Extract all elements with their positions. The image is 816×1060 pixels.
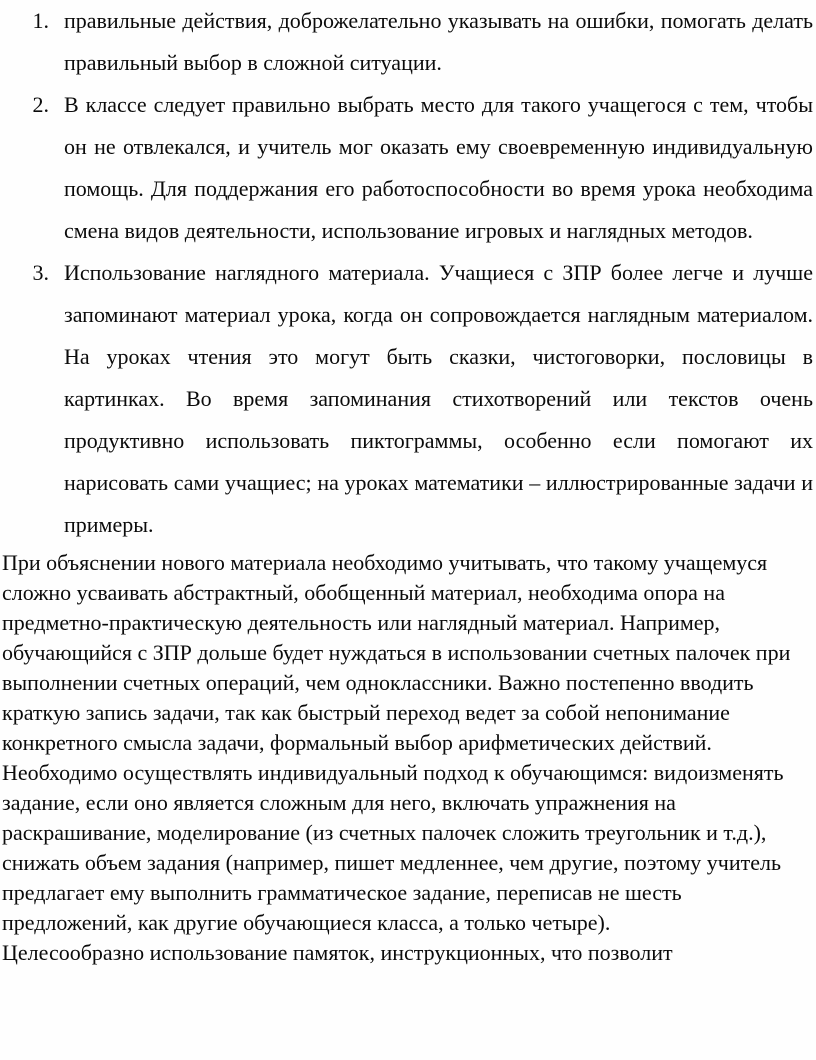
list-item-text: Использование наглядного материала. Учащиеся с ЗПР более легче и лучше запоминают материал урока, когда он сопровождается наглядным материалом. На уроках чтения это могут быть сказки, чистоговорки, пословицы в картинках. Во время запоминания стихотворений или текстов очень продуктивно использовать пиктограммы, особенно если помогают их нарисовать сами учащиес; на уроках математики – иллюстрированные задачи и примеры. xyxy=(64,260,813,537)
list-item xyxy=(0,252,816,546)
paragraph: Целесообразно использование памяток, инструкционных, что позволит xyxy=(2,940,673,965)
list-item-number: 1. xyxy=(32,8,49,33)
list-item-number: 3. xyxy=(32,260,49,285)
list-item xyxy=(0,84,816,252)
body-paragraphs xyxy=(0,546,816,968)
list-item xyxy=(0,0,816,84)
list-item-text: правильные действия, доброжелательно указывать на ошибки, помогать делать правильный выбор в сложной ситуации. xyxy=(64,8,813,75)
list-item-text: В классе следует правильно выбрать место для такого учащегося с тем, чтобы он не отвлекался, и учитель мог оказать ему своевременную индивидуальную помощь. Для поддержания его работоспособности во время урока необходима смена видов деятельности, использование игровых и наглядных методов. xyxy=(64,92,813,243)
paragraph: При объяснении нового материала необходимо учитывать, что такому учащемуся сложно усваивать абстрактный, обобщенный материал, необходима опора на предметно-практическую деятельность или наглядный материал. Например, обучающийся с ЗПР дольше будет нуждаться в использовании счетных палочек при выполнении счетных операций, чем одноклассники. Важно постепенно вводить краткую запись задачи, так как быстрый переход ведет за собой непонимание конкретного смысла задачи, формальный выбор арифметических действий. Необходимо осуществлять индивидуальный подход к обучающимся: видоизменять задание, если оно является сложным для него, включать упражнения на раскрашивание, моделирование (из счетных палочек сложить треугольник и т.д.), снижать объем задания (например, пишет медленнее, чем другие, поэтому учитель предлагает ему выполнить грамматическое задание, переписав не шесть предложений, как другие обучающиеся класса, а только четыре). xyxy=(2,550,791,935)
list-item-number: 2. xyxy=(32,92,49,117)
